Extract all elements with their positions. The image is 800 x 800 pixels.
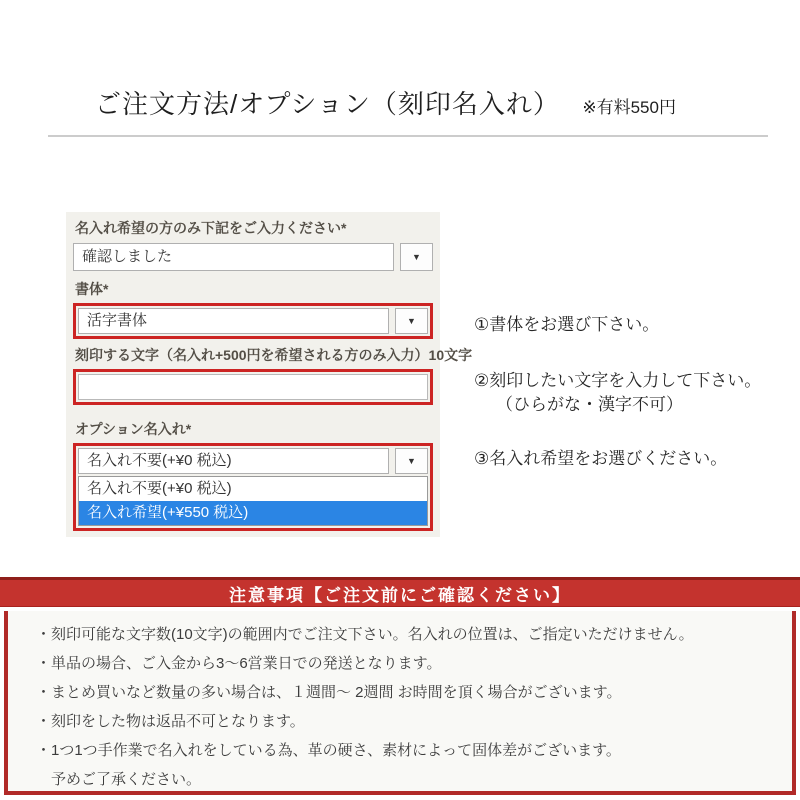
chevron-down-icon: ▼ (407, 315, 416, 326)
font-field-highlight-frame (73, 303, 433, 339)
notice-item: ・単品の場合、ご入金から3～6営業日での発送となります。 (36, 655, 442, 672)
order-option-form (66, 212, 473, 537)
notice-box (4, 611, 796, 795)
confirm-select-value[interactable]: 確認しました (73, 243, 394, 271)
title-note: ※有料550円 (582, 98, 676, 117)
step-2-sub: （ひらがな・漢字不可） (496, 395, 683, 414)
option-select[interactable] (78, 448, 428, 474)
confirm-select[interactable] (73, 243, 433, 271)
step-2-text (474, 369, 761, 417)
font-field-label: 書体* (75, 281, 109, 297)
option-dropdown-list (78, 476, 428, 526)
notice-header-text: 注意事項【ご注文前にご確認ください】 (229, 585, 571, 605)
step-3-text: ③名入れ希望をお選びください。 (474, 449, 728, 468)
option-select-value[interactable]: 名入れ不要(+¥0 税込) (78, 448, 389, 474)
notice-item: 予めご了承ください。 (36, 771, 202, 788)
engrave-text-highlight-frame (73, 369, 433, 405)
chevron-down-icon: ▼ (407, 455, 416, 466)
engrave-text-input[interactable] (78, 374, 428, 400)
page-title: ご注文方法/オプション（刻印名入れ） (95, 89, 560, 119)
chevron-down-icon: ▼ (412, 251, 421, 262)
confirm-field-label: 名入れ希望の方のみ下記をご入力ください* (75, 220, 347, 236)
confirm-select-arrow-button[interactable] (400, 243, 433, 271)
option-field-label: オプション名入れ* (75, 421, 192, 437)
step-1-text: ①書体をお選び下さい。 (474, 315, 660, 334)
dropdown-option-engraving-selected[interactable]: 名入れ希望(+¥550 税込) (79, 501, 427, 525)
header-divider (48, 135, 768, 137)
option-field-highlight-frame (73, 443, 433, 531)
notice-item: ・刻印をした物は返品不可となります。 (36, 713, 305, 730)
notice-item: ・1つ1つ手作業で名入れをしている為、革の硬さ、素材によって固体差がございます。 (36, 742, 621, 759)
notice-item: ・刻印可能な文字数(10文字)の範囲内でご注文下さい。名入れの位置は、ご指定いただけません。 (36, 626, 694, 643)
engrave-text-label: 刻印する文字（名入れ+500円を希望される方のみ入力）10文字 (75, 347, 473, 363)
dropdown-option-no-engraving[interactable]: 名入れ不要(+¥0 税込) (87, 480, 232, 497)
notice-header-bar (0, 577, 800, 607)
font-select[interactable] (78, 308, 428, 334)
step-2-main: ②刻印したい文字を入力して下さい。 (474, 371, 762, 390)
option-select-arrow-button[interactable] (395, 448, 428, 474)
page-header (95, 84, 676, 121)
notice-item: ・まとめ買いなど数量の多い場合は、１週間～ 2週間 お時間を頂く場合がございます。 (36, 684, 622, 701)
font-select-value[interactable]: 活字書体 (78, 308, 389, 334)
font-select-arrow-button[interactable] (395, 308, 428, 334)
